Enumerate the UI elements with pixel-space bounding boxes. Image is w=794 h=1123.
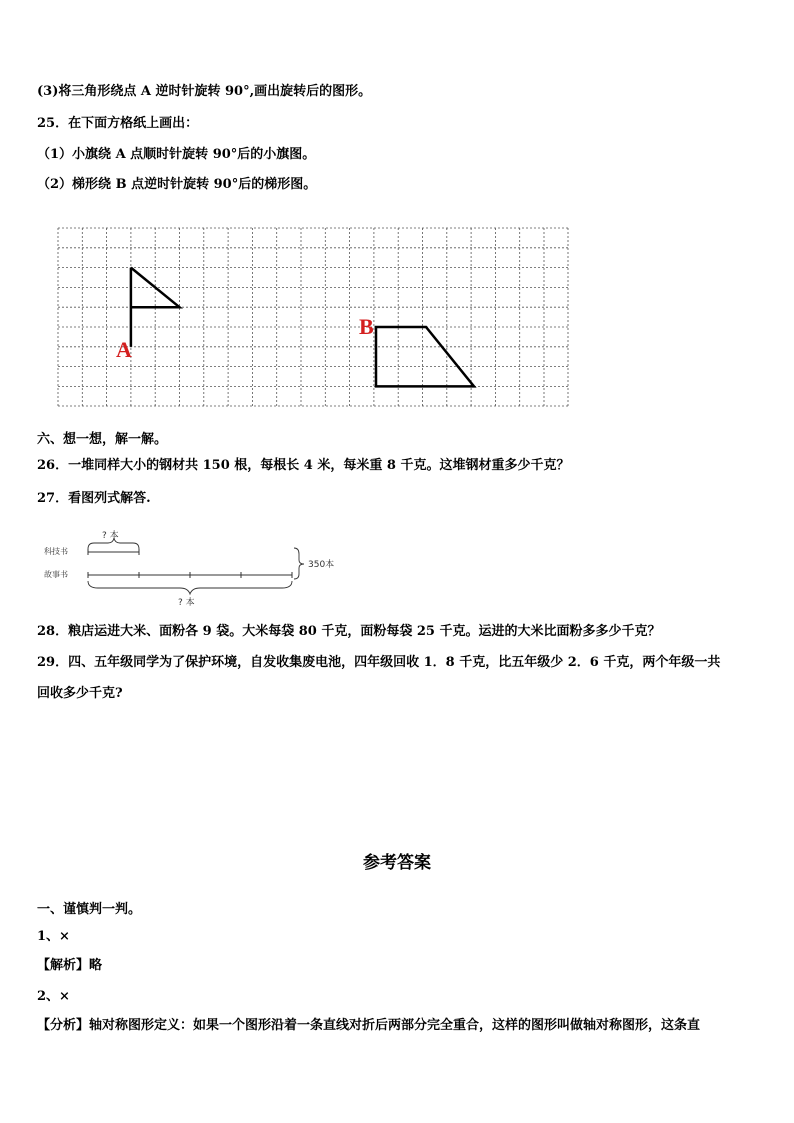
answers-title: 参考答案 xyxy=(363,853,431,873)
q26-text: 26．一堆同样大小的钢材共 150 根，每根长 4 米，每米重 8 千克。这堆钢材重多少千克？ xyxy=(37,458,570,473)
answer-2: 2、× xyxy=(37,989,70,1004)
science-book-label: 科技书 xyxy=(44,547,68,556)
answer-2-analysis: 【分析】轴对称图形定义：如果一个图形沿着一条直线对折后两部分完全重合，这样的图形叫做轴对称图形，这条直 xyxy=(37,1018,701,1033)
section1-heading: 一、谨慎判一判。 xyxy=(37,902,142,917)
q24-part3: (3)将三角形绕点 A 逆时针旋转 90°,画出旋转后的图形。 xyxy=(37,84,372,99)
grid-lines xyxy=(58,228,568,406)
section6-heading: 六、想一想，解一解。 xyxy=(37,432,168,447)
bottom-question-label: ? 本 xyxy=(178,598,195,608)
answer-1: 1、× xyxy=(37,929,70,944)
answer-1-analysis: 【解析】略 xyxy=(37,958,103,973)
bar-diagram-figure xyxy=(40,524,360,614)
top-brace xyxy=(88,538,139,549)
q29-text-line1: 29．四、五年级同学为了保护环境，自发收集废电池，四年级回收 1．8 千克，比五年级少 2．6 千克，两个年级一共 xyxy=(37,655,721,670)
total-label: 350本 xyxy=(308,560,335,570)
q27-text: 27．看图列式解答. xyxy=(37,491,151,506)
trapezoid-shape xyxy=(376,327,474,386)
top-question-label: ? 本 xyxy=(102,531,119,541)
q28-text: 28．粮店运进大米、面粉各 9 袋。大米每袋 80 千克，面粉每袋 25 千克。运进的大米比面粉多多少千克？ xyxy=(37,624,661,639)
q25-part2: （2）梯形绕 B 点逆时针旋转 90°后的梯形图。 xyxy=(37,177,317,192)
q29-text-line2: 回收多少千克? xyxy=(37,686,123,701)
flag-shape xyxy=(131,268,180,347)
story-book-label: 故事书 xyxy=(44,570,68,579)
grid-paper-figure xyxy=(56,226,571,410)
q25-title: 25．在下面方格纸上画出： xyxy=(37,116,199,131)
q25-part1: （1）小旗绕 A 点顺时针旋转 90°后的小旗图。 xyxy=(37,147,316,162)
right-brace xyxy=(294,548,304,579)
point-a-label: A xyxy=(116,337,132,362)
bottom-brace xyxy=(88,581,292,594)
point-b-label: B xyxy=(359,314,374,339)
